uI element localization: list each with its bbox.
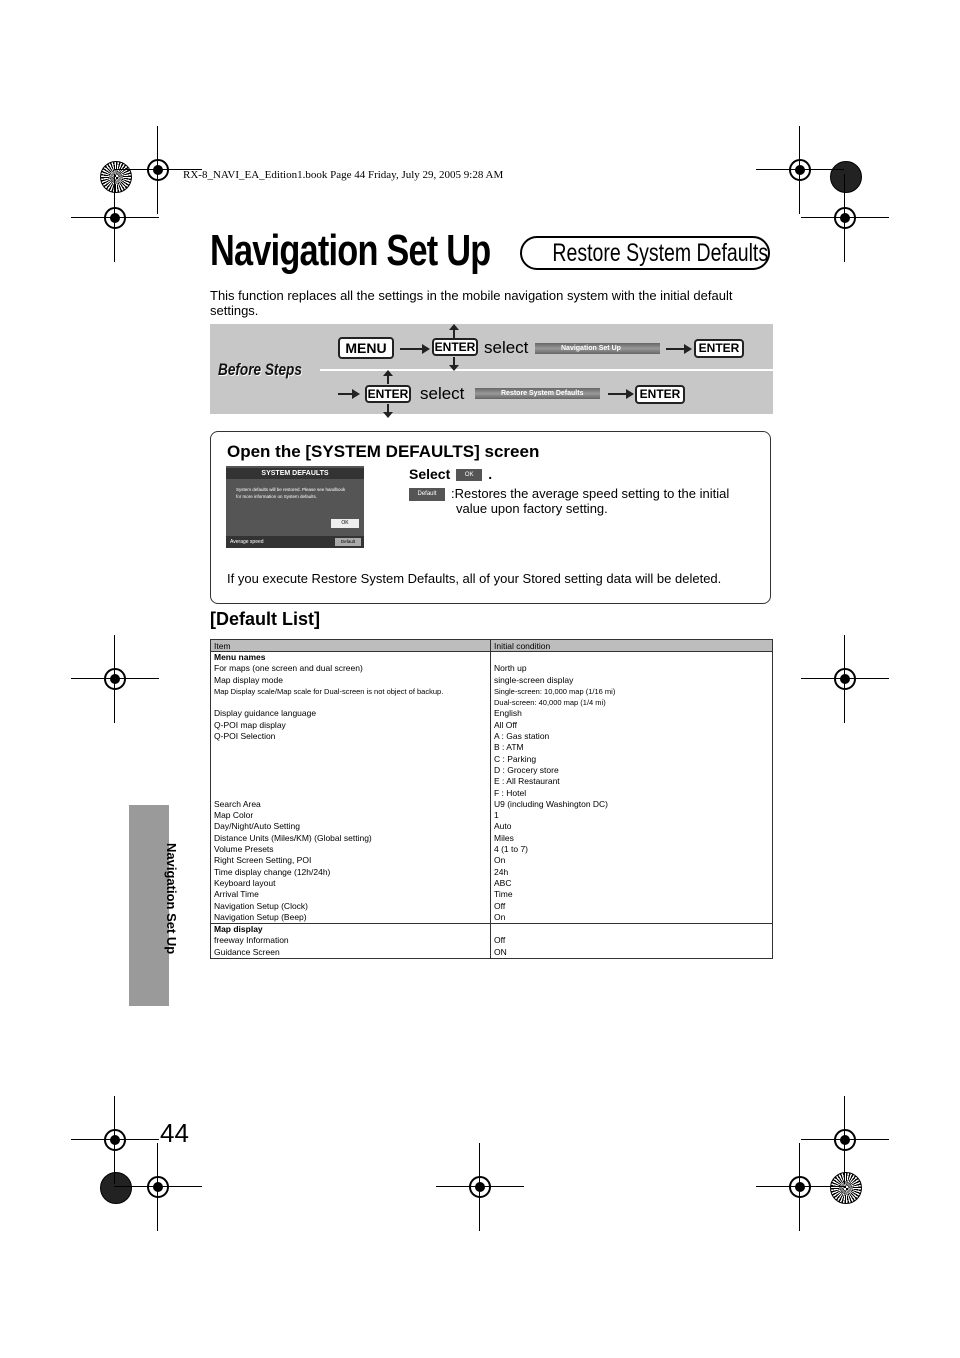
registration-mark <box>831 204 859 232</box>
up-arrow-icon <box>453 330 455 338</box>
enter-key: ENTER <box>635 385 685 404</box>
box-footer: If you execute Restore System Defaults, all of your Stored setting data will be deleted. <box>227 571 722 586</box>
default-button-icon: Default <box>409 488 445 501</box>
condition-cell: Miles <box>491 833 773 844</box>
item-cell: Guidance Screen <box>211 947 491 959</box>
default-list-table <box>210 639 773 959</box>
screen-ok-button: OK <box>331 519 359 528</box>
default-list-title: [Default List] <box>210 609 320 629</box>
page-number: 44 <box>160 1118 189 1148</box>
table-row <box>211 867 773 878</box>
table-row <box>211 947 773 959</box>
enter-key: ENTER <box>432 338 478 356</box>
table-group-heading: Map display <box>211 924 491 936</box>
condition-cell: ABC <box>491 878 773 889</box>
default-description: :Restores the average speed setting to the initial value upon factory setting. <box>451 486 730 516</box>
table-row <box>211 799 773 810</box>
box-heading: Open the [SYSTEM DEFAULTS] screen <box>227 442 540 461</box>
screen-message: System defaults will be restored. Please see handbook for more information on System defaults. <box>236 487 346 499</box>
side-tab <box>129 805 169 1006</box>
navigation-set-up-item: Navigation Set Up <box>535 343 660 354</box>
item-cell: Day/Night/Auto Setting <box>211 821 491 832</box>
column-header: Item <box>211 640 491 652</box>
item-cell: Q-POI Selection <box>211 731 491 799</box>
condition-cell: Off <box>491 935 773 946</box>
before-steps-label: Before Steps <box>218 360 302 379</box>
condition-cell: U9 (including Washington DC) <box>491 799 773 810</box>
down-arrow-icon <box>387 404 389 412</box>
registration-mark <box>831 1126 859 1154</box>
print-header: RX-8_NAVI_EA_Edition1.book Page 44 Friday, July 29, 2005 9:28 AM <box>183 169 504 181</box>
table-row <box>211 821 773 832</box>
restore-system-defaults-item: Restore System Defaults <box>475 388 600 399</box>
registration-mark <box>101 204 129 232</box>
screen-default-button: Default <box>335 538 361 546</box>
item-cell: Navigation Setup (Beep) <box>211 912 491 924</box>
table-group-heading: Menu names <box>211 652 491 664</box>
table-row <box>211 720 773 731</box>
before-steps-panel <box>210 324 773 414</box>
item-cell: Arrival Time <box>211 889 491 900</box>
item-cell: Volume Presets <box>211 844 491 855</box>
table-row <box>211 675 773 686</box>
select-word: select <box>484 338 529 357</box>
screen-title: SYSTEM DEFAULTS <box>226 468 364 479</box>
menu-key: MENU <box>338 337 394 359</box>
condition-cell: single-screen display <box>491 675 773 686</box>
table-row <box>211 901 773 912</box>
table-row <box>211 844 773 855</box>
registration-mark <box>786 1173 814 1201</box>
intro-text: This function replaces all the settings in the mobile navigation system with the initial default settings. <box>210 288 733 318</box>
system-defaults-screenshot <box>226 466 364 548</box>
registration-sunburst <box>100 161 132 193</box>
section-pill: Restore System Defaults <box>520 236 770 270</box>
side-tab-label: Navigation Set Up <box>164 843 179 955</box>
item-cell: Navigation Setup (Clock) <box>211 901 491 912</box>
arrow-icon <box>666 348 690 350</box>
condition-cell: North up <box>491 663 773 674</box>
table-row <box>211 663 773 674</box>
condition-cell: 1 <box>491 810 773 821</box>
condition-cell: On <box>491 855 773 866</box>
registration-sunburst <box>830 1172 862 1204</box>
item-cell: Time display change (12h/24h) <box>211 867 491 878</box>
condition-cell: Single-screen: 10,000 map (1/16 mi) Dual-screen: 40,000 map (1/4 mi) <box>491 686 773 709</box>
item-cell: freeway Information <box>211 935 491 946</box>
condition-cell: Off <box>491 901 773 912</box>
registration-mark <box>144 1173 172 1201</box>
select-instruction: Select OK . <box>409 466 493 482</box>
condition-cell: Auto <box>491 821 773 832</box>
select-word: select <box>420 384 465 403</box>
up-arrow-icon <box>387 376 389 384</box>
table-row <box>211 731 773 799</box>
registration-mark <box>101 665 129 693</box>
table-row <box>211 708 773 719</box>
registration-mark <box>144 156 172 184</box>
table-row <box>211 912 773 924</box>
condition-cell: ON <box>491 947 773 959</box>
enter-key: ENTER <box>365 385 411 403</box>
condition-cell: 24h <box>491 867 773 878</box>
down-arrow-icon <box>453 357 455 365</box>
table-row <box>211 889 773 900</box>
table-row <box>211 935 773 946</box>
item-cell: Map Display scale/Map scale for Dual-screen is not object of backup. <box>211 686 491 709</box>
condition-cell: All Off <box>491 720 773 731</box>
column-header: Initial condition <box>491 640 773 652</box>
item-cell: Map display mode <box>211 675 491 686</box>
instruction-box <box>210 431 771 604</box>
table-row <box>211 686 773 709</box>
arrow-icon <box>400 348 428 350</box>
item-cell: Q-POI map display <box>211 720 491 731</box>
item-cell: Search Area <box>211 799 491 810</box>
table-row <box>211 833 773 844</box>
item-cell: Distance Units (Miles/KM) (Global setting) <box>211 833 491 844</box>
registration-mark <box>831 665 859 693</box>
condition-cell: On <box>491 912 773 924</box>
item-cell: Display guidance language <box>211 708 491 719</box>
item-cell: For maps (one screen and dual screen) <box>211 663 491 674</box>
table-row <box>211 878 773 889</box>
condition-cell: Time <box>491 889 773 900</box>
item-cell: Map Color <box>211 810 491 821</box>
registration-mark <box>101 1126 129 1154</box>
screen-average-speed: Average speed <box>230 539 264 545</box>
registration-sunburst <box>100 1172 132 1204</box>
ok-button-icon: OK <box>456 469 482 481</box>
arrow-icon <box>338 393 358 395</box>
enter-key: ENTER <box>694 339 744 358</box>
page-title: Navigation Set Up <box>210 226 491 275</box>
condition-cell: English <box>491 708 773 719</box>
registration-mark <box>786 156 814 184</box>
condition-cell: 4 (1 to 7) <box>491 844 773 855</box>
registration-mark <box>466 1173 494 1201</box>
condition-cell: A : Gas station B : ATM C : Parking D : Grocery store E : All Restaurant F : Hotel <box>491 731 773 799</box>
arrow-icon <box>608 393 632 395</box>
item-cell: Right Screen Setting, POI <box>211 855 491 866</box>
table-row <box>211 855 773 866</box>
registration-sunburst <box>830 161 862 193</box>
item-cell: Keyboard layout <box>211 878 491 889</box>
table-row <box>211 810 773 821</box>
